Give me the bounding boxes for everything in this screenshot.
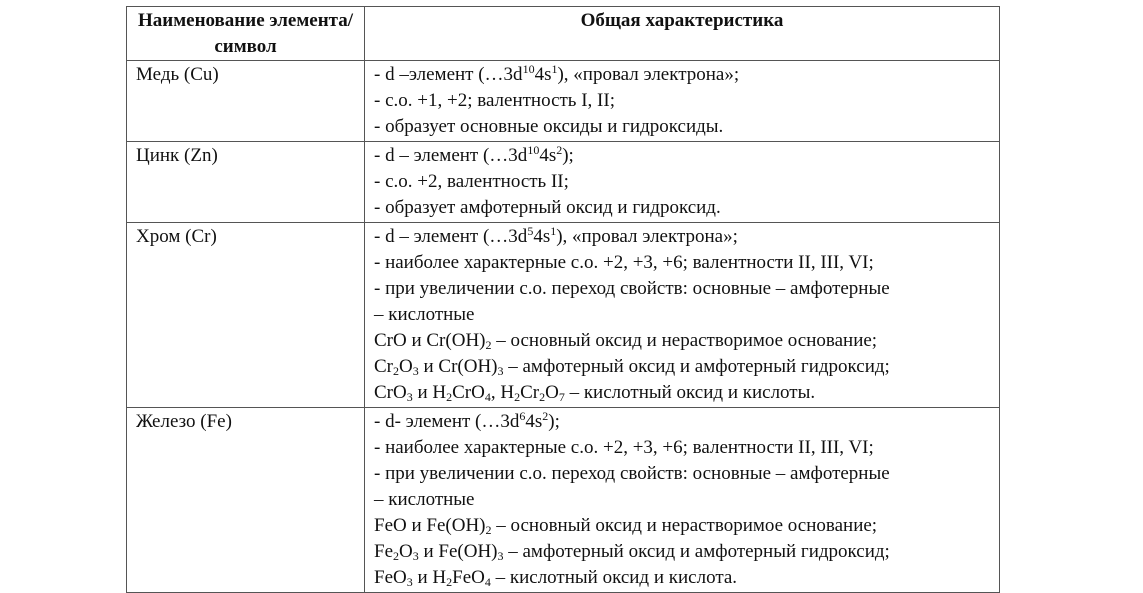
element-characteristic-cell <box>365 408 1000 593</box>
characteristic-line: - образует основные оксиды и гидроксиды. <box>374 116 724 137</box>
characteristic-line: - d – элемент $(\dots 3d^54s^1)$, «провал электрона»; <box>374 224 738 247</box>
characteristic-line: – кислотные <box>374 489 475 510</box>
characteristic-line: – кислотные <box>374 304 475 325</box>
element-characteristic-cell <box>365 61 1000 142</box>
element-name-cell: Цинк (Zn) <box>127 142 365 223</box>
element-characteristic-cell <box>365 223 1000 408</box>
characteristic-line: - с.о. +2, валентность II; <box>374 171 569 192</box>
characteristic-line: - с.о. +1, +2; валентность I, II; <box>374 90 615 111</box>
characteristic-line: - образует амфотерный оксид и гидроксид. <box>374 197 721 218</box>
table-row <box>127 223 1000 408</box>
element-characteristic-cell <box>365 142 1000 223</box>
table-row <box>127 408 1000 593</box>
characteristic-line: - наиболее характерные с.о. +2, +3, +6; валентности II, III, VI; <box>374 437 874 458</box>
characteristic-line: - при увеличении с.о. переход свойств: основные – амфотерные <box>374 278 890 299</box>
element-name-cell: Хром (Cr) <box>127 223 365 408</box>
table-row <box>127 142 1000 223</box>
header-characteristic: Общая характеристика <box>365 7 1000 61</box>
element-name-cell: Медь (Cu) <box>127 61 365 142</box>
element-name-cell: Железо (Fe) <box>127 408 365 593</box>
characteristic-line: - при увеличении с.о. переход свойств: основные – амфотерные <box>374 463 890 484</box>
characteristic-line: CrO и $Cr(OH)_2$ – основный оксид и нерастворимое основание; <box>374 330 878 352</box>
element-characteristics-table <box>126 6 1000 593</box>
table-row <box>127 61 1000 142</box>
characteristic-line: CrO$_3$ и $H_2CrO_4$, $H_2Cr_2O_7$ – кислотный оксид и кислоты. <box>374 382 816 404</box>
characteristic-line: - d – элемент $(\dots 3d^{10}4s^2)$; <box>374 143 574 166</box>
characteristic-line: - наиболее характерные с.о. +2, +3, +6; валентности II, III, VI; <box>374 252 874 273</box>
characteristic-line: FeO и $Fe(OH)_2$ – основный оксид и нерастворимое основание; <box>374 515 878 537</box>
characteristic-line: - d –элемент $(\dots 3d^{10}4s^1)$, «провал электрона»; <box>374 62 740 85</box>
characteristic-line: $Cr_2O_3$ и $Cr(OH)_3$ – амфотерный оксид и амфотерный гидроксид; <box>374 356 890 378</box>
characteristic-line: - d- элемент $(\dots 3d^64s^2)$; <box>374 409 560 432</box>
characteristic-line: FeO$_3$ и $H_2FeO_4$ – кислотный оксид и кислота. <box>374 567 738 589</box>
characteristic-line: $Fe_2O_3$ и $Fe(OH)_3$ – амфотерный оксид и амфотерный гидроксид; <box>374 541 890 563</box>
header-element-name: Наименование элемента/символ <box>127 7 365 61</box>
table-header-row <box>127 7 1000 61</box>
